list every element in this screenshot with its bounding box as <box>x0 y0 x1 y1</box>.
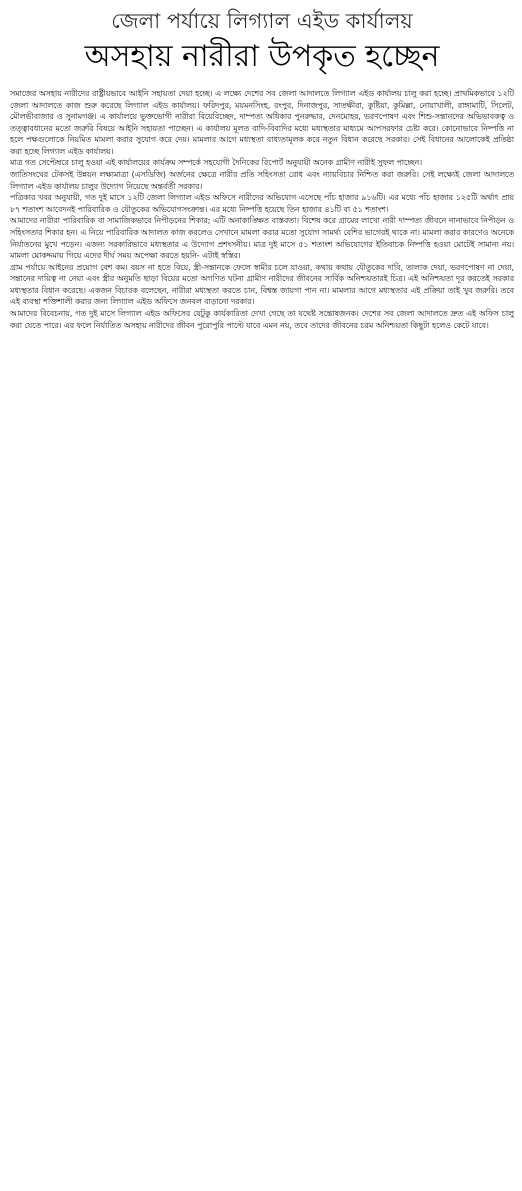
paragraph: জাতিসংঘের টেকসই উন্নয়ন লক্ষ্যমাত্রা (এসডিজি) অর্জনের ক্ষেত্রে নারীর প্রতি সহিংসতা রোধ এবং ন্যায়বিচার নিশ্চিত করা জরুরি। সেই লক্ষ্যেই জেলা আদালতে লিগ্যাল এইড কার্যালয় চালুর উদ্যোগ নিয়েছে অন্তর্বর্তী সরকার। <box>10 170 514 191</box>
paragraph: সমাজের অসহায় নারীদের রাষ্ট্রীয়ভাবে আইনি সহায়তা দেয়া হচ্ছে। এ লক্ষ্যে দেশের সব জেলা আদালতে লিগ্যাল এইড কার্যালয় চালু করা হচ্ছে। প্রাথমিকভাবে ১২টি জেলা আদালতে কাজ শুরু করেছে লিগ্যাল এইড কার্যালয়। ফরিদপুর, ময়মনসিংহ, রংপুর, দিনাজপুর, সাতক্ষীরা, কুষ্টিয়া, কুমিল্লা, নোয়াখালী, রাঙ্গামাটি, সিলেট, মৌলভীবাজার ও সুনামগঞ্জ। এ কার্যালয়ে ভুক্তভোগী নারীরা বিয়েবিচ্ছেদ, দাম্পত্য অধিকার পুনরুদ্ধার, দেনমোহর, ভরণপোষণ এবং শিশু-সন্তানদের অভিভাবকত্ব ও তত্ত্বাবধানের মতো জরুরি বিষয়ে আইনি সহায়তা পাচ্ছেন। এ কার্যালয় মূলত বাদি-বিবাদির মধ্যে মধ্যস্থতার মাধ্যমে আপসরফার চেষ্টা করে। কোনোভাবে নিষ্পত্তি না হলে পক্ষগুলোকে নিয়মিত মামলা করার সুযোগ করে দেয়। মামলার আগে মধ্যস্থতা বাধ্যতামূলক করে নতুন বিধান করেছে সরকার। সেই বিধানের আলোকেই প্রতিষ্ঠা করা হচ্ছে লিগ্যাল এইড কার্যালয়। <box>10 89 514 156</box>
kicker-line: জেলা পর্যায়ে লিগ্যাল এইড কার্যালয় <box>111 9 413 33</box>
paragraph: পত্রিকার খবর অনুযায়ী, গত দুই মাসে ১২টি জেলা লিগ্যাল এইড অফিসে নারীদের অভিযোগ এসেছে পাঁচ হাজার ৯১৬টি। এর মধ্যে পাঁচ হাজার ১২৫টি অর্থাৎ প্রায় ৮৭ শতাংশ আবেদনই পারিবারিক ও যৌতুকের অভিযোগসংক্রান্ত। এর মধ্যে নিষ্পত্তি হয়েছে তিন হাজার ৪১টি বা ৫১ শতাংশ। <box>10 193 514 214</box>
paragraph: আমাদের বিবেচনায়, গত দুই মাসে লিগ্যাল এইড অফিসের যেটুকু কার্যকারিতা দেখা গেছে তা যথেষ্ট সন্তোষজনক। দেশের সব জেলা আদালতে দ্রুত এই অফিস চালু করা যেতে পারে। এর ফলে নির্যাতিত অসহায় নারীদের জীবন পুরোপুরি পাল্টে যাবে এমন নয়, তবে তাদের জীবনের চরম অনিশ্চয়তা কিছুটা হলেও কেটে যাবে। <box>10 308 514 330</box>
headline-block <box>10 6 514 78</box>
paragraph: আমাদের নারীরা পারিবারিক বা সামাজিকভাবে নিপীড়নের শিকার; এটি অনাকাঙ্ক্ষিত বাস্তবতা। বিশেষ করে গ্রামের লাখো নারী দাম্পত্য জীবনে নানাভাবে নিপীড়ন ও সহিংসতার শিকার হন। এ নিয়ে পারিবারিক আদালত কাজ করলেও সেখানে মামলা করার মতো সুযোগ সামর্থ্য বেশির ভাগেরই থাকে না। মামলা করার কারণেও অনেকে নির্যাতনের মুখে পড়েন। এজন্য সরকারিভাবে মধ্যস্থতার এ উদ্যোগ প্রশংসনীয়। মাত্র দুই মাসে ৫১ শতাংশ অভিযোগের ইতিবাচক নিষ্পত্তি হওয়া মোটেই সামান্য নয়। মামলা মোকদ্দমায় গিয়ে এদের দীর্ঘ সময় অপেক্ষা করতে হয়নি- এটাই স্বস্তির। <box>10 216 514 261</box>
headline: অসহায় নারীরা উপকৃত হচ্ছেন <box>84 39 440 74</box>
paragraph: গ্রাম পর্যায়ে আইনের প্রয়োগ বেশ কম। বয়স না হতে বিয়ে, স্ত্রী-সন্তানকে ফেলে স্বামীর চলে যাওয়া, কথায় কথায় যৌতুকের দাবি, তালাক দেয়া, ভরণপোষণ না দেয়া, সন্তানের দায়িত্ব না নেয়া এবং স্ত্রীর অনুমতি ছাড়া বিয়ের মতো অগণিত ঘটনা গ্রামীণ নারীদের জীবনের সার্বিক অনিশ্চয়তারই চিত্র। এই অনিশ্চয়তা দূর করতেই সরকার মধ্যস্থতার বিধান করেছে। একজন বিচারক বলেছেন, নারীরা মধ্যস্থতা করতে চান, বিশ্বস্ত জায়গা পান না। মামলার আগে মধ্যস্থতার এই প্রক্রিয়া তাই খুব জরুরি। তবে এই ব্যবস্থা শক্তিশালী করার জন্য লিগ্যাল এইড অফিসে জনবল বাড়ানো দরকার। <box>10 262 514 307</box>
article-body <box>10 88 514 331</box>
paragraph: মাত্র গত সেপ্টেম্বরে চালু হওয়া এই কার্যালয়ের কার্যক্রম সম্পর্কে সহযোগী দৈনিকের রিপোর্ট অনুযায়ী অনেক গ্রামীণ নারীই সুফল পাচ্ছেন। <box>10 158 423 168</box>
